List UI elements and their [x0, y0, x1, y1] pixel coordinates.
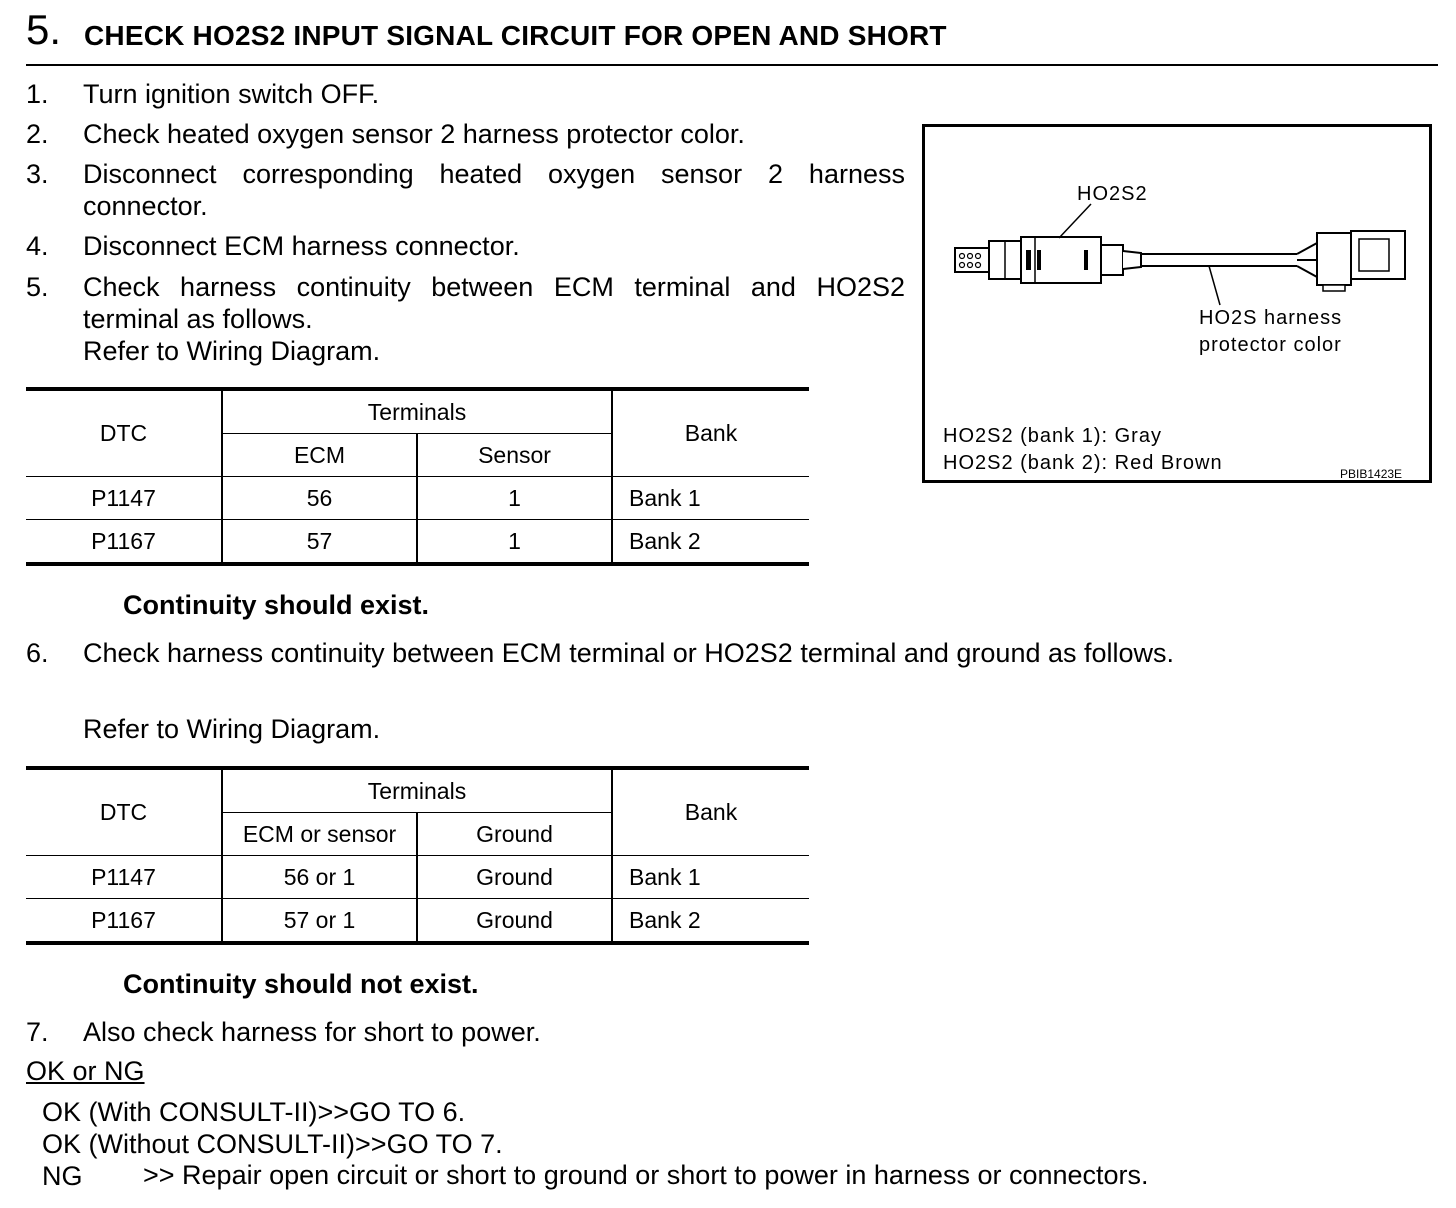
figure-label-protector-1: HO2S harness: [1199, 307, 1343, 329]
table-2-note: Continuity should not exist.: [123, 969, 479, 999]
step-7-number: 7.: [26, 1017, 49, 1047]
result-ok-with-consult: OK (With CONSULT-II)>>GO TO 6.: [42, 1097, 466, 1127]
step-3-text-line2: connector.: [83, 191, 208, 221]
cell-ground: Ground: [417, 899, 612, 944]
ok-ng-heading: OK or NG: [26, 1056, 145, 1086]
cell-dtc: P1147: [26, 477, 222, 520]
step-1-number: 1.: [26, 79, 49, 109]
step-2-text: Check heated oxygen sensor 2 harness protector color.: [83, 119, 745, 149]
section-title: CHECK HO2S2 INPUT SIGNAL CIRCUIT FOR OPEN AND SHORT: [84, 20, 947, 51]
step-1-text: Turn ignition switch OFF.: [83, 79, 380, 109]
cell-bank: Bank 2: [612, 899, 809, 944]
table-row: [26, 856, 809, 899]
section-header: [26, 6, 1438, 66]
continuity-table-1: [26, 387, 809, 566]
cell-ecm-or-sensor: 57 or 1: [222, 899, 417, 944]
step-6-ref: Refer to Wiring Diagram.: [83, 714, 381, 744]
step-6-number: 6.: [26, 638, 49, 668]
figure-bank-2-color: HO2S2 (bank 2): Red Brown: [943, 452, 1223, 474]
step-5-number: 5.: [26, 272, 49, 302]
cell-sensor: 1: [417, 477, 612, 520]
table-header-terminals: Terminals: [222, 768, 612, 813]
table-row: [26, 520, 809, 565]
figure-label-sensor: HO2S2: [1077, 183, 1148, 205]
result-ok-without-consult: OK (Without CONSULT-II)>>GO TO 7.: [42, 1129, 503, 1159]
sensor-figure: [922, 124, 1432, 483]
table-header-dtc: DTC: [26, 389, 222, 477]
cell-bank: Bank 1: [612, 856, 809, 899]
table-1-note: Continuity should exist.: [123, 590, 430, 620]
table-row: [26, 477, 809, 520]
cell-dtc: P1147: [26, 856, 222, 899]
result-ng-label: NG: [42, 1161, 83, 1191]
cell-ecm: 57: [222, 520, 417, 565]
table-header-ground: Ground: [417, 813, 612, 856]
table-header-ecm-or-sensor: ECM or sensor: [222, 813, 417, 856]
cell-dtc: P1167: [26, 520, 222, 565]
figure-label-protector-2: protector color: [1199, 334, 1342, 356]
table-header-dtc: DTC: [26, 768, 222, 856]
cell-dtc: P1167: [26, 899, 222, 944]
figure-bank-1-color: HO2S2 (bank 1): Gray: [943, 425, 1162, 447]
cell-bank: Bank 1: [612, 477, 809, 520]
cell-ecm: 56: [222, 477, 417, 520]
table-header-sensor: Sensor: [417, 434, 612, 477]
table-header-bank: Bank: [612, 389, 809, 477]
step-4-text: Disconnect ECM harness connector.: [83, 231, 520, 261]
step-3-text-line1: Disconnect corresponding heated oxygen sensor 2 harness: [83, 159, 905, 189]
cell-bank: Bank 2: [612, 520, 809, 565]
continuity-table-2: [26, 766, 809, 945]
step-number: 5.: [26, 6, 62, 53]
table-header-terminals: Terminals: [222, 389, 612, 434]
result-ng-text: >> Repair open circuit or short to ground or short to power in harness or connectors.: [143, 1160, 1149, 1190]
table-row: [26, 899, 809, 944]
step-5-text-line1: Check harness continuity between ECM terminal and HO2S2: [83, 272, 905, 302]
step-5-text-line3: Refer to Wiring Diagram.: [83, 336, 381, 366]
step-2-number: 2.: [26, 119, 49, 149]
step-6-text: Check harness continuity between ECM terminal or HO2S2 terminal and ground as follows.: [83, 638, 1175, 668]
cell-sensor: 1: [417, 520, 612, 565]
step-4-number: 4.: [26, 231, 49, 261]
step-5-text-line2: terminal as follows.: [83, 304, 313, 334]
cell-ecm-or-sensor: 56 or 1: [222, 856, 417, 899]
step-3-number: 3.: [26, 159, 49, 189]
table-header-ecm: ECM: [222, 434, 417, 477]
step-7-text: Also check harness for short to power.: [83, 1017, 541, 1047]
table-header-bank: Bank: [612, 768, 809, 856]
cell-ground: Ground: [417, 856, 612, 899]
figure-id: PBIB1423E: [1340, 467, 1403, 481]
